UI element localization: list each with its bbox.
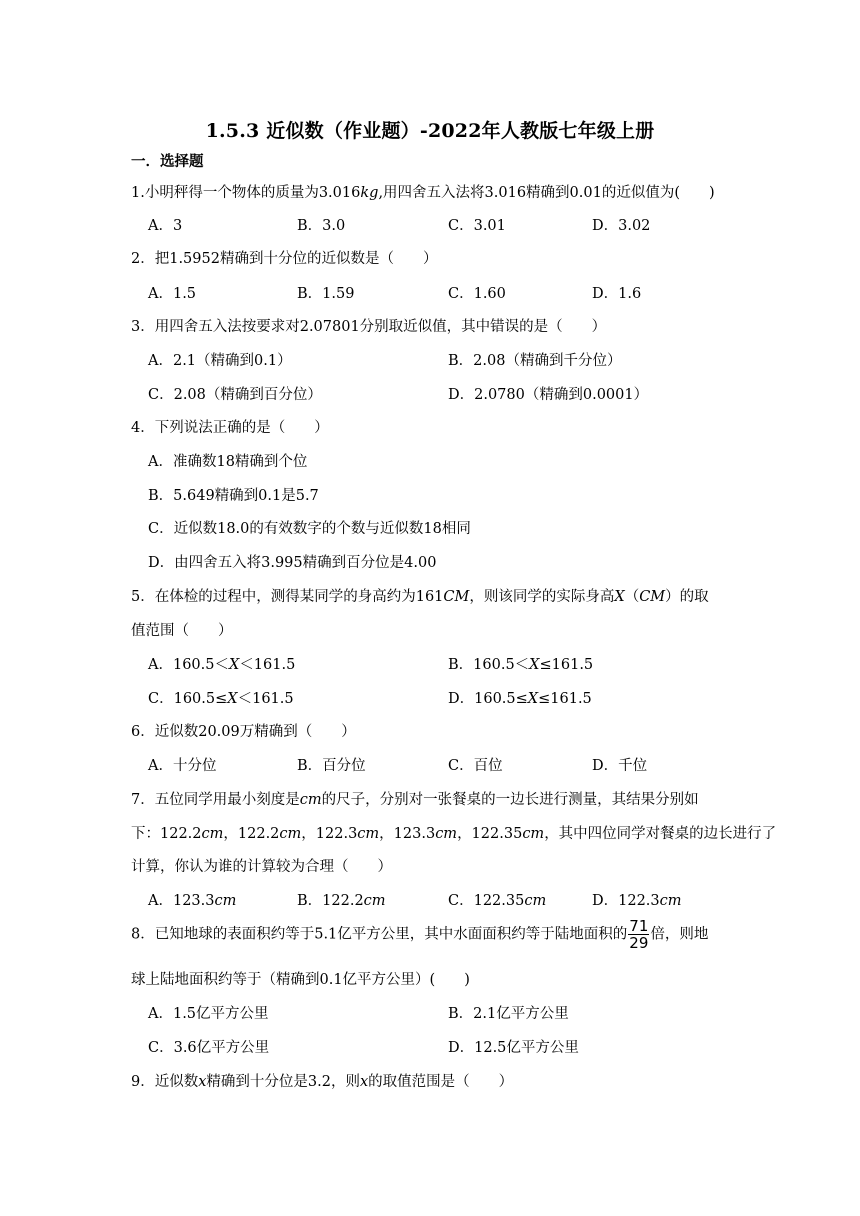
question-3-option-a: A．2.1（精确到0.1） [148,353,292,369]
question-9-stem: 9．近似数x精确到十分位是3.2，则x的取值范围是（ ） [131,1074,514,1090]
question-2-stem: 2．把1.5952精确到十分位的近似数是（ ） [131,251,438,267]
question-4-stem: 4．下列说法正确的是（ ） [131,420,329,436]
question-2-option-b: B．1.59 [297,286,355,302]
question-2-option-a: A．1.5 [148,286,197,302]
question-4-option-c: C．近似数18.0的有效数字的个数与近似数18相同 [148,521,471,537]
question-5-stem-line-2: 值范围（ ） [131,623,233,639]
question-1-option-b: B．3.0 [297,218,346,234]
question-8-stem-line-1: 8．已知地球的表面积约等于5.1亿平方公里，其中水面面积约等于陆地面积的 $\frac{71}{29}$ 倍，则地 [131,917,709,952]
question-7-stem-line-1: 7．五位同学用最小刻度是cm的尺子，分别对一张餐桌的一边长进行测量，其结果分别如 [131,792,699,808]
question-7-option-d: D．122.3cm [592,893,682,909]
question-8-option-b: B．2.1亿平方公里 [448,1006,569,1022]
question-2-option-c: C．1.60 [448,286,506,302]
question-2-option-d: D．1.6 [592,286,642,302]
question-3-option-d: D．2.0780（精确到0.0001） [448,387,649,403]
question-7-option-b: B．122.2cm [297,893,386,909]
question-6-option-a: A．十分位 [148,758,217,774]
question-6-option-d: D．千位 [592,758,648,774]
question-5-option-d: D．160.5≤X≤161.5 [448,691,592,707]
question-3-option-b: B．2.08（精确到千分位） [448,353,622,369]
question-7-stem-line-2: 下：122.2cm，122.2cm，122.3cm，123.3cm，122.35cm，其中四位同学对餐桌的边长进行了 [131,826,777,842]
question-6-option-c: C．百位 [448,758,503,774]
fraction-71-over-29: $\frac{71}{29}$ [629,917,649,952]
page-title: 1.5.3 近似数（作业题）-2022年人教版七年级上册 [205,120,655,142]
question-5-option-c: C．160.5≤X＜161.5 [148,691,294,707]
question-5-option-b: B．160.5＜X≤161.5 [448,657,594,673]
question-1-stem: 1.小明秤得一个物体的质量为3.016kg,用四舍五入法将3.016精确到0.01的近似值为( ) [131,185,715,201]
question-5-option-a: A．160.5＜X＜161.5 [148,657,296,673]
question-8-option-c: C．3.6亿平方公里 [148,1040,270,1056]
section-heading: 一．选择题 [131,154,204,170]
question-4-option-b: B．5.649精确到0.1是5.7 [148,488,319,504]
question-6-option-b: B．百分位 [297,758,366,774]
question-1-option-a: A．3 [148,218,183,234]
question-7-option-c: C．122.35cm [448,893,547,909]
question-1-option-d: D．3.02 [592,218,651,234]
question-6-stem: 6．近似数20.09万精确到（ ） [131,724,356,740]
question-1-option-c: C．3.01 [448,218,506,234]
question-3-option-c: C．2.08（精确到百分位） [148,387,322,403]
question-4-option-a: A．准确数18精确到个位 [148,454,308,470]
question-7-option-a: A．123.3cm [148,893,237,909]
question-4-option-d: D．由四舍五入将3.995精确到百分位是4.00 [148,555,437,571]
question-8-option-a: A．1.5亿平方公里 [148,1006,269,1022]
question-7-stem-line-3: 计算，你认为谁的计算较为合理（ ） [131,859,392,875]
question-5-stem-line-1: 5．在体检的过程中，测得某同学的身高约为161CM，则该同学的实际身高X（CM）的取 [131,589,709,605]
question-8-option-d: D．12.5亿平方公里 [448,1040,579,1056]
question-8-stem-line-2: 球上陆地面积约等于（精确到0.1亿平方公里）( ) [131,972,470,988]
question-3-stem: 3．用四舍五入法按要求对2.07801分别取近似值，其中错误的是（ ） [131,319,607,335]
